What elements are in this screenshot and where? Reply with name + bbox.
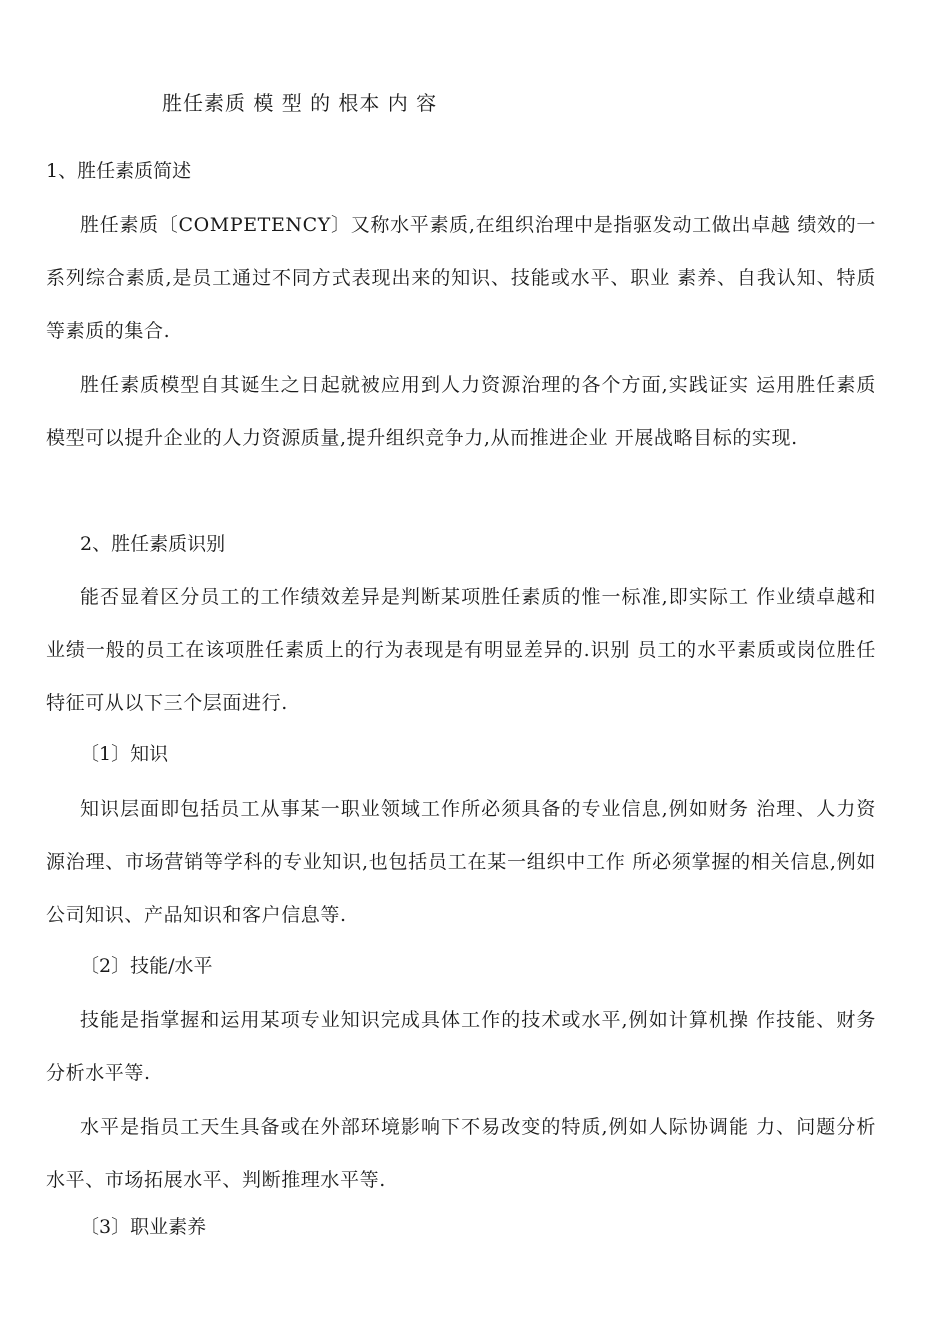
document-title: 胜任素质 模 型 的 根本 内 容 [162, 91, 438, 115]
section-heading-identification: 2、胜任素质识别 [80, 533, 226, 555]
paragraph-ability: 水平是指员工天生具备或在外部环境影响下不易改变的特质,例如人际协调能 力、问题分析水平、市场拓展水平、判断推理水平等. [46, 1116, 876, 1191]
subsection-heading-skills: 〔2〕技能/水平 [80, 955, 213, 977]
subsection-heading-professionalism: 〔3〕职业素养 [80, 1216, 207, 1238]
paragraph-identification: 能否显着区分员工的工作绩效差异是判断某项胜任素质的惟一标准,即实际工 作业绩卓越和业绩一般的员工在该项胜任素质上的行为表现是有明显差异的.识别 员工的水平素质或岗位胜任特征可从以下三个层面进行. [46, 586, 876, 714]
subsection-heading-knowledge: 〔1〕知识 [80, 743, 169, 765]
paragraph-application: 胜任素质模型自其诞生之日起就被应用到人力资源治理的各个方面,实践证实 运用胜任素质模型可以提升企业的人力资源质量,提升组织竞争力,从而推进企业 开展战略目标的实现. [46, 374, 876, 449]
paragraph-knowledge: 知识层面即包括员工从事某一职业领域工作所必须具备的专业信息,例如财务 治理、人力资源治理、市场营销等学科的专业知识,也包括员工在某一组织中工作 所必须掌握的相关信息,例如公司知识、产品知识和客户信息等. [46, 798, 876, 926]
paragraph-skills: 技能是指掌握和运用某项专业知识完成具体工作的技术或水平,例如计算机操 作技能、财务分析水平等. [46, 1009, 876, 1084]
paragraph-definition: 胜任素质〔COMPETENCY〕又称水平素质,在组织治理中是指驱发动工做出卓越 绩效的一系列综合素质,是员工通过不同方式表现出来的知识、技能或水平、职业 素养、自我认知、特质等素质的集合. [46, 214, 876, 342]
section-heading-overview: 1、胜任素质简述 [46, 160, 192, 182]
